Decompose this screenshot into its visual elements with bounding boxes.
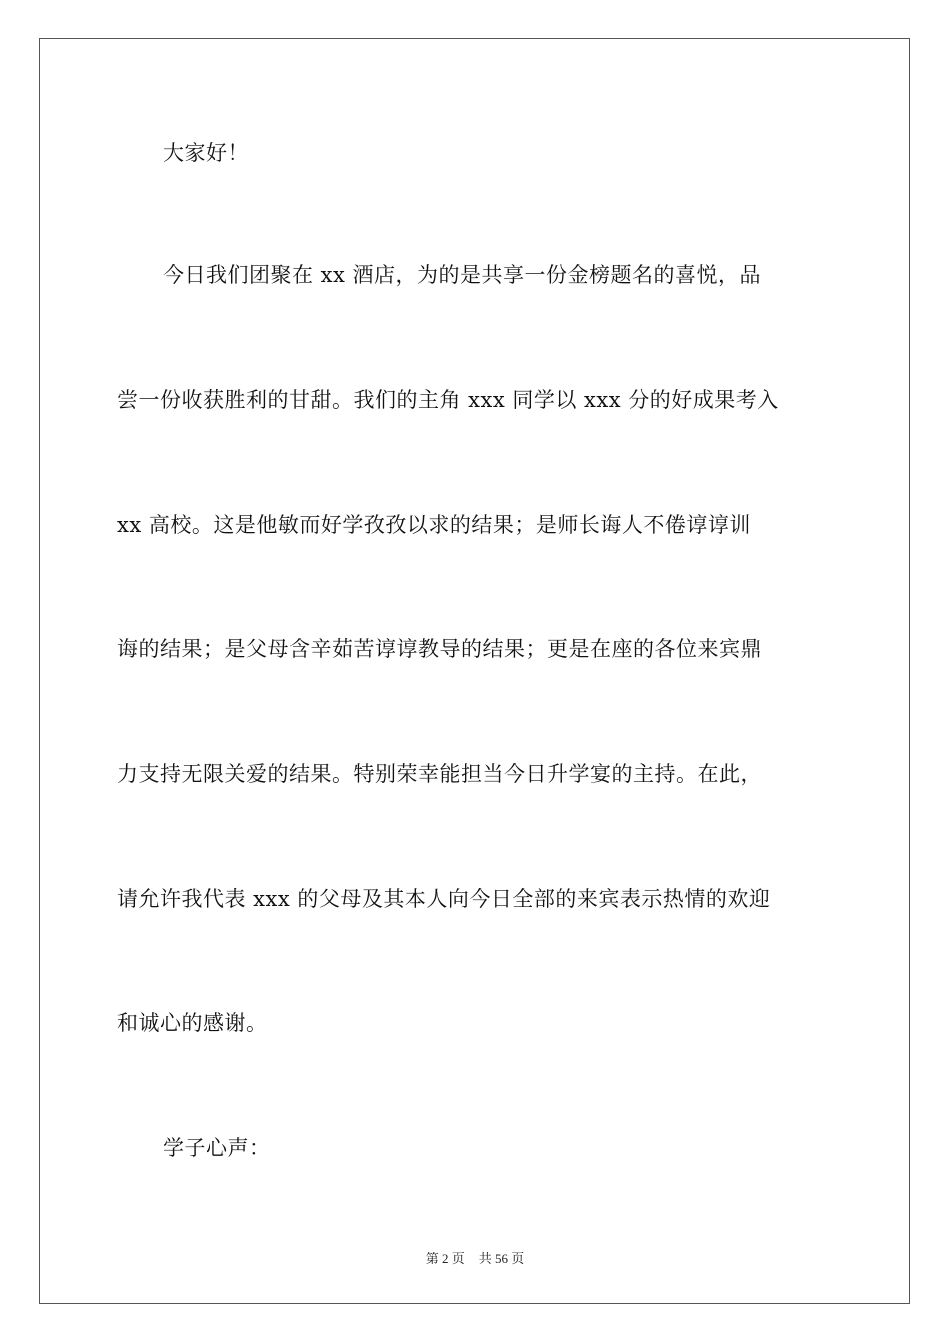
page-border xyxy=(39,38,910,1304)
paragraph-line: 力支持无限关爱的结果。特别荣幸能担当今日升学宴的主持。在此， xyxy=(117,762,762,786)
greeting-line: 大家好！ xyxy=(163,141,249,165)
paragraph-line: 请允许我代表 xxx 的父母及其本人向今日全部的来宾表示热情的欢迎 xyxy=(117,887,771,911)
page-total: 共 56 页 xyxy=(478,1251,525,1266)
paragraph-line: 尝一份收获胜利的甘甜。我们的主角 xxx 同学以 xxx 分的好成果考入 xyxy=(117,388,779,412)
paragraph-line: 和诚心的感谢。 xyxy=(117,1011,268,1035)
paragraph-line: 诲的结果；是父母含辛茹苦谆谆教导的结果；更是在座的各位来宾鼎 xyxy=(117,637,762,661)
paragraph-line: xx 高校。这是他敏而好学孜孜以求的结果；是师长诲人不倦谆谆训 xyxy=(117,513,751,537)
section-heading: 学子心声： xyxy=(163,1136,271,1160)
page-number: 第 2 页 xyxy=(425,1251,465,1266)
paragraph-line: 今日我们团聚在 xx 酒店，为的是共享一份金榜题名的喜悦，品 xyxy=(163,263,762,287)
page-footer xyxy=(0,1248,950,1267)
